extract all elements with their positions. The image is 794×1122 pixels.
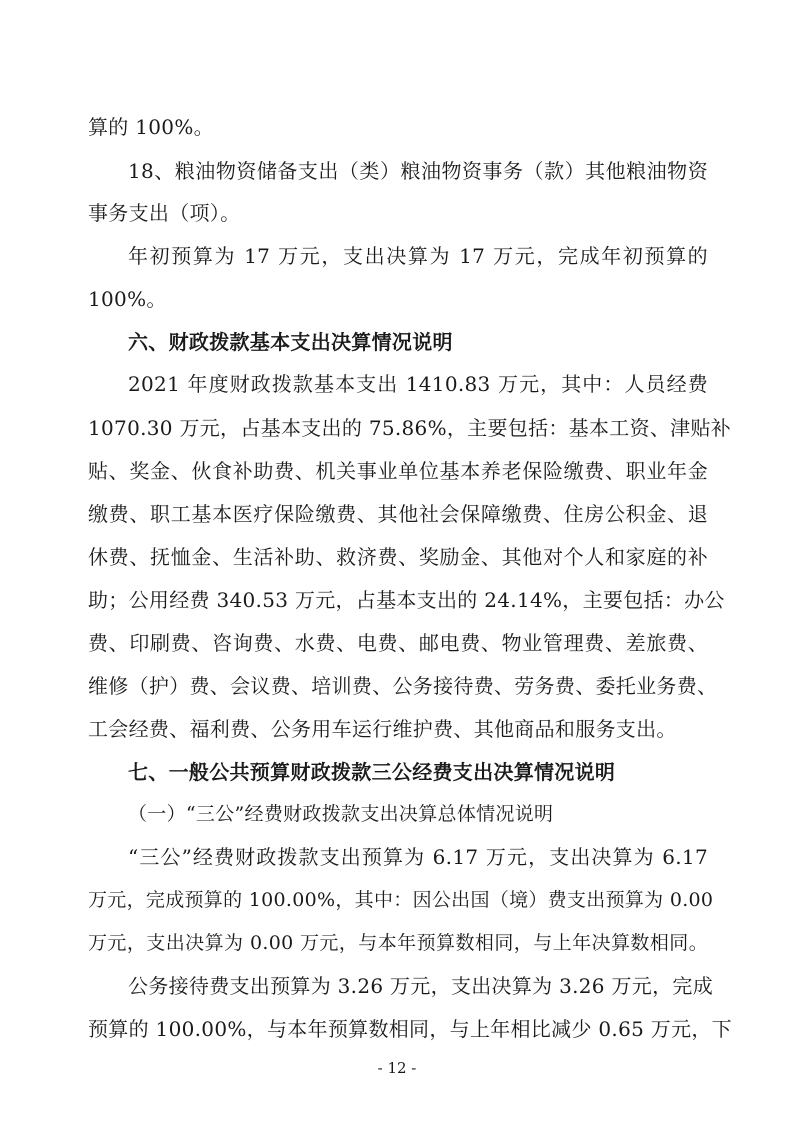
text-line-14: 维修（护）费、会议费、培训费、公务接待费、劳务费、委托业务费、 xyxy=(88,674,718,698)
text-line-9: 贴、奖金、伙食补助费、机关事业单位基本养老保险缴费、职业年金 xyxy=(88,459,708,483)
text-line-13: 费、印刷费、咨询费、水费、电费、邮电费、物业管理费、差旅费、 xyxy=(88,631,708,655)
text-line-22: 预算的 100.00%，与本年预算数相同，与上年相比减少 0.65 万元，下 xyxy=(88,1017,732,1041)
text-line-7: 2021 年度财政拨款基本支出 1410.83 万元，其中：人员经费 xyxy=(128,372,708,396)
text-line-20: 万元，支出决算为 0.00 万元，与本年预算数相同，与上年决算数相同。 xyxy=(88,932,708,954)
text-line-2: 18、粮油物资储备支出（类）粮油物资事务（款）其他粮油物资 xyxy=(128,159,708,183)
text-line-10: 缴费、职工基本医疗保险缴费、其他社会保障缴费、住房公积金、退 xyxy=(88,502,708,526)
text-line-1: 算的 100%。 xyxy=(88,115,214,139)
section-heading-7: 七、一般公共预算财政拨款三公经费支出决算情况说明 xyxy=(128,760,616,784)
text-line-11: 休费、抚恤金、生活补助、救济费、奖励金、其他对个人和家庭的补 xyxy=(88,545,708,569)
text-line-21: 公务接待费支出预算为 3.26 万元，支出决算为 3.26 万元，完成 xyxy=(128,974,713,998)
subsection-heading-1: （一）“三公”经费财政拨款支出决算总体情况说明 xyxy=(128,803,554,825)
text-line-4: 年初预算为 17 万元，支出决算为 17 万元，完成年初预算的 xyxy=(128,244,708,268)
text-line-12: 助；公用经费 340.53 万元，占基本支出的 24.14%，主要包括：办公 xyxy=(88,588,725,612)
page-number: - 12 - xyxy=(377,1059,417,1077)
text-line-18: “三公”经费财政拨款支出预算为 6.17 万元，支出决算为 6.17 xyxy=(128,845,708,869)
text-line-19: 万元，完成预算的 100.00%，其中：因公出国（境）费支出预算为 0.00 xyxy=(88,889,714,911)
text-line-3: 事务支出（项）。 xyxy=(88,201,241,225)
section-heading-6: 六、财政拨款基本支出决算情况说明 xyxy=(128,330,453,354)
text-line-8: 1070.30 万元，占基本支出的 75.86%，主要包括：基本工资、津贴补 xyxy=(88,416,732,440)
text-line-5: 100%。 xyxy=(88,287,167,311)
text-line-15: 工会经费、福利费、公务用车运行维护费、其他商品和服务支出。 xyxy=(88,717,677,741)
